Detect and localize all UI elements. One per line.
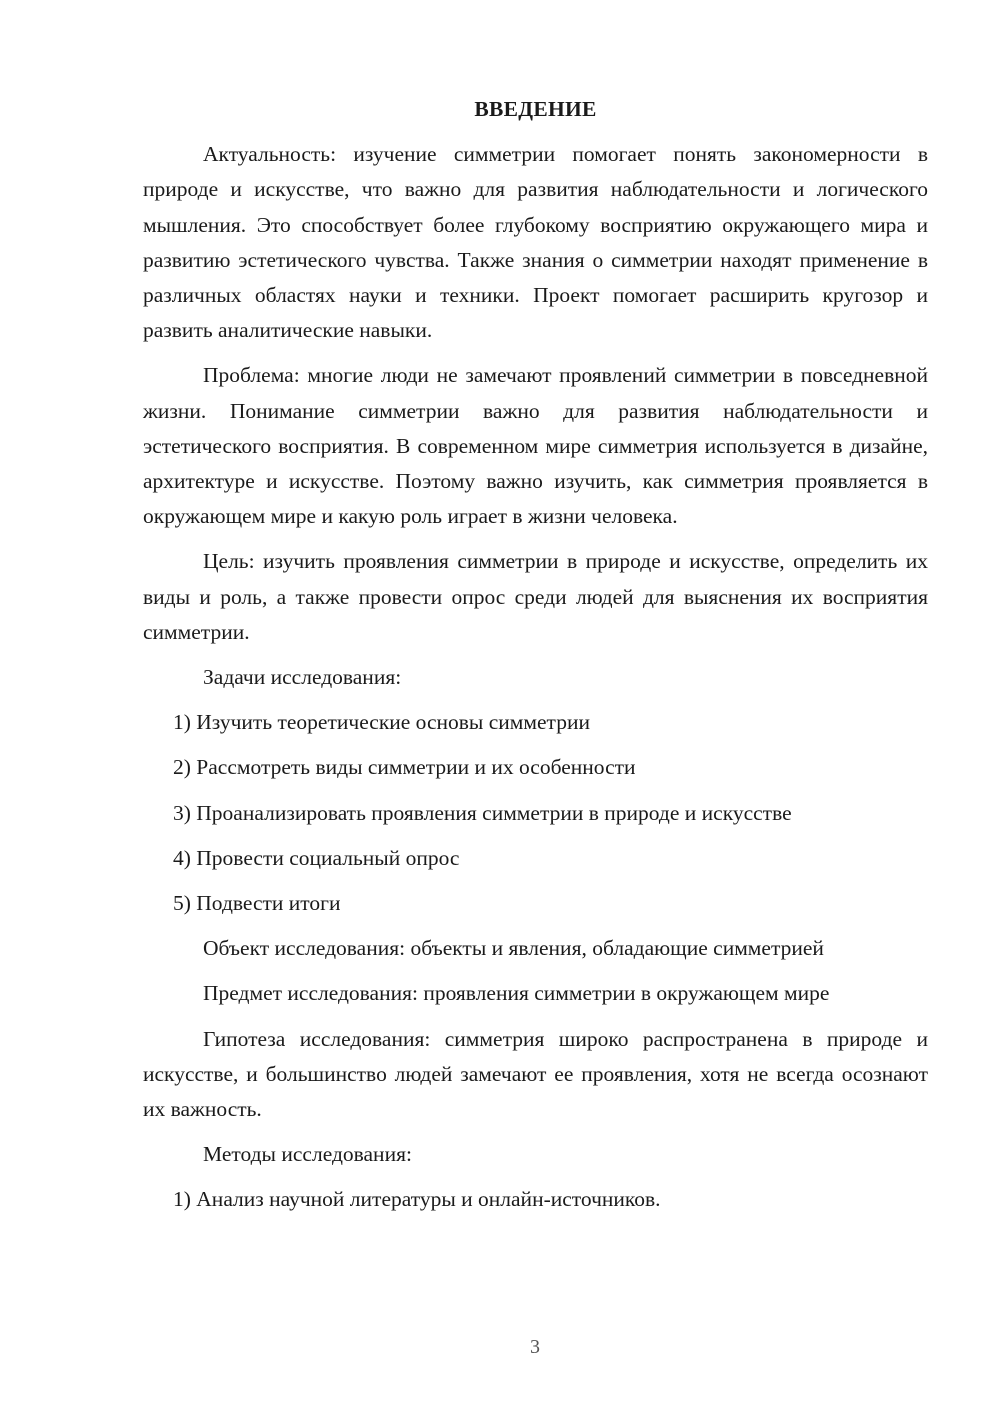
hypothesis-paragraph: Гипотеза исследования: симметрия широко распространена в природе и искусстве, и большинство людей замечают ее проявления, хотя не всегда осознают их важность. <box>143 1026 928 1122</box>
relevance-paragraph: Актуальность: изучение симметрии помогает понять закономерности в природе и искусстве, что важно для развития наблюдательности и логического мышления. Это способствует более глубокому восприятию окружающего мира и развитию эстетического чувства. Также знания о симметрии находят применение в различных областях науки и техники. Проект помогает расширить кругозор и развить аналитические навыки. <box>143 142 928 343</box>
problem-paragraph: Проблема: многие люди не замечают проявлений симметрии в повседневной жизни. Понимание симметрии важно для развития наблюдательности и эстетического восприятия. В современном мире симметрия используется в дизайне, архитектуре и искусстве. Поэтому важно изучить, как симметрия проявляется в окружающем мире и какую роль играет в жизни человека. <box>143 363 928 529</box>
page-number: 3 <box>530 1336 540 1358</box>
task-item: 3) Проанализировать проявления симметрии в природе и искусстве <box>173 800 792 825</box>
document-page <box>143 92 928 1228</box>
method-item: 1) Анализ научной литературы и онлайн-источников. <box>173 1187 661 1212</box>
task-item: 4) Провести социальный опрос <box>173 845 460 870</box>
tasks-heading: Задачи исследования: <box>203 665 402 690</box>
task-item: 1) Изучить теоретические основы симметрии <box>173 710 590 735</box>
methods-heading: Методы исследования: <box>203 1142 412 1167</box>
document-title: ВВЕДЕНИЕ <box>474 97 597 121</box>
subject-line: Предмет исследования: проявления симметрии в окружающем мире <box>203 981 830 1006</box>
goal-paragraph: Цель: изучить проявления симметрии в природе и искусстве, определить их виды и роль, а также провести опрос среди людей для выяснения их восприятия симметрии. <box>143 549 928 644</box>
task-item: 5) Подвести итоги <box>173 891 341 916</box>
task-item: 2) Рассмотреть виды симметрии и их особенности <box>173 755 636 780</box>
object-line: Объект исследования: объекты и явления, обладающие симметрией <box>203 936 824 961</box>
